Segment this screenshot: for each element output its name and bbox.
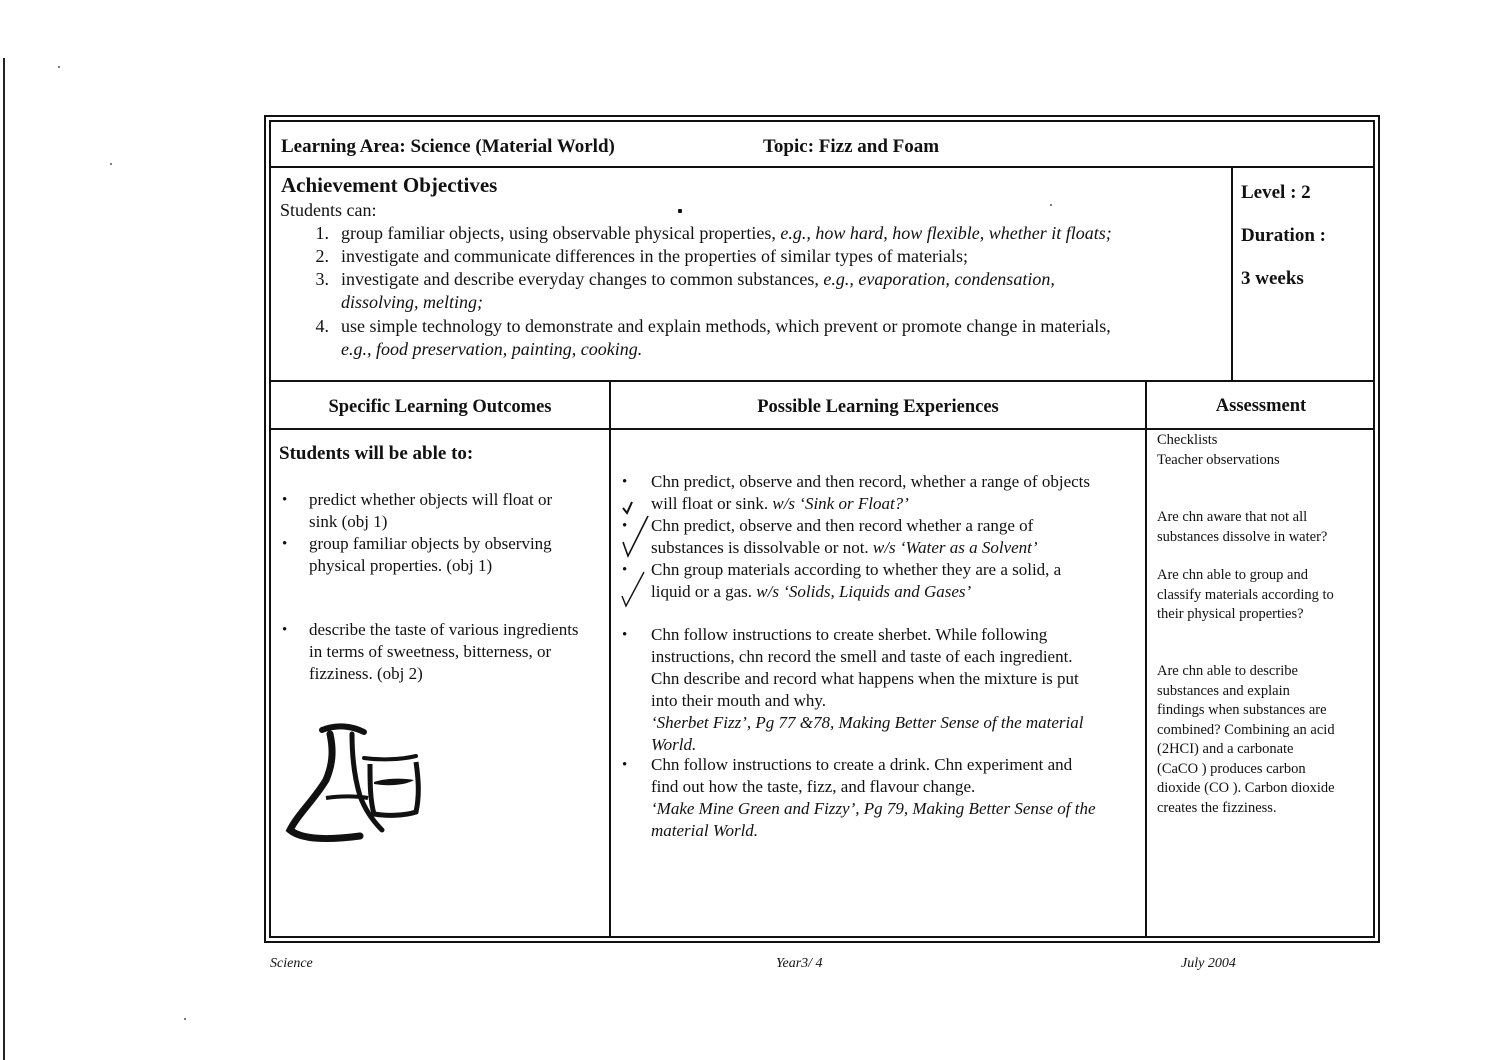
experience-line: will float or sink. w/s ‘Sink or Float?’ xyxy=(651,494,909,513)
outcomes-intro: Students will be able to: xyxy=(279,443,474,464)
duration-label: Duration : xyxy=(1241,225,1326,246)
column-header-experiences: Possible Learning Experiences xyxy=(757,397,999,417)
level-label: Level : 2 xyxy=(1241,182,1311,203)
worksheet-reference: w/s ‘Water as a Solvent’ xyxy=(872,538,1038,557)
objective-number: 3. xyxy=(315,269,329,289)
outcomes-column-divider xyxy=(609,380,611,938)
assessment-methods xyxy=(1157,431,1372,470)
scan-edge-line xyxy=(3,58,5,1060)
objective-eg: e.g., xyxy=(823,269,859,289)
assessment-column-divider xyxy=(1145,380,1147,938)
outcome-line: predict whether objects will float or xyxy=(309,490,553,509)
scan-speck xyxy=(184,1018,186,1020)
footer-subject: Science xyxy=(270,956,313,971)
level-column-divider xyxy=(1231,166,1233,382)
worksheet-reference: w/s ‘Solids, Liquids and Gases’ xyxy=(756,582,972,601)
outcome-line: in terms of sweetness, bitterness, or xyxy=(309,642,552,661)
objective-number: 1. xyxy=(315,223,329,243)
objective-continuation: e.g., food preservation, painting, cooking. xyxy=(341,339,643,359)
students-can-label: Students can: xyxy=(280,200,377,220)
experience-line: Chn predict, observe and then record, whether a range of objects xyxy=(651,472,1090,491)
header-divider xyxy=(269,166,1375,168)
column-header-assessment: Assessment xyxy=(1215,396,1307,416)
outcome-line: describe the taste of various ingredients xyxy=(309,620,579,639)
handwritten-checkmark-icon xyxy=(618,570,652,610)
objective-number: 4. xyxy=(315,316,329,336)
assessment-method: Teacher observations xyxy=(1157,451,1280,468)
experience-line: instructions, chn record the smell and taste of each ingredient. xyxy=(651,647,1073,666)
experience-line: Chn follow instructions to create sherbet. While following xyxy=(651,625,1048,644)
achievement-objectives-heading: Achievement Objectives xyxy=(281,173,498,197)
assessment-question: Are chn able to describe substances and explain findings when substances are combined? Combining an acid (2HCI) and a carbonate (CaCO ) produces carbon dioxide (CO ). Carbon dioxide creates the fizziness. xyxy=(1157,663,1335,816)
handwritten-checkmark-icon xyxy=(620,514,654,558)
topic-title: Topic: Fizz and Foam xyxy=(763,136,940,157)
lab-flask-and-beaker-icon xyxy=(282,718,432,848)
experience-line: Chn follow instructions to create a drink. Chn experiment and xyxy=(651,755,1073,774)
column-header-divider xyxy=(269,428,1375,430)
experience-line: substances is dissolvable or not. w/s ‘Water as a Solvent’ xyxy=(651,538,1038,557)
book-reference: ‘Sherbet Fizz’, Pg 77 &78, Making Better Sense of the material xyxy=(651,713,1084,732)
experience-line: find out how the taste, fizz, and flavour change. xyxy=(651,777,976,796)
worksheet-reference: w/s ‘Sink or Float?’ xyxy=(772,494,909,513)
objective-number: 2. xyxy=(315,246,329,266)
duration-value: 3 weeks xyxy=(1241,268,1304,289)
experience-line: Chn describe and record what happens when the mixture is put xyxy=(651,669,1079,688)
experience-line: into their mouth and why. xyxy=(651,691,827,710)
footer-date: July 2004 xyxy=(1181,956,1236,971)
objective-text: group familiar objects, using observable physical properties, xyxy=(341,223,781,243)
book-reference: World. xyxy=(651,735,697,754)
outcome-line: physical properties. (obj 1) xyxy=(309,556,493,575)
learning-area-title: Learning Area: Science (Material World) xyxy=(281,136,615,157)
assessment-question: Are chn able to group and classify materials according to their physical properties? xyxy=(1157,567,1334,622)
outcome-line: sink (obj 1) xyxy=(309,512,388,531)
objective-text: use simple technology to demonstrate and explain methods, which prevent or promote change in materials, xyxy=(341,316,1111,336)
objective-eg: e.g., xyxy=(780,223,816,243)
book-reference: ‘Make Mine Green and Fizzy’, Pg 79, Making Better Sense of the xyxy=(651,799,1096,818)
assessment-question: Are chn aware that not all substances dissolve in water? xyxy=(1157,509,1328,545)
handwritten-checkmark-icon xyxy=(620,494,640,516)
scan-speck xyxy=(110,163,112,165)
scan-speck xyxy=(58,66,60,68)
outcome-line: fizziness. (obj 2) xyxy=(309,664,423,683)
objective-examples: how hard, how flexible, whether it floats; xyxy=(815,223,1112,243)
objective-text: investigate and describe everyday changes to common substances, xyxy=(341,269,824,289)
book-reference: material World. xyxy=(651,821,759,840)
experience-line: Chn predict, observe and then record whether a range of xyxy=(651,516,1034,535)
assessment-method: Checklists xyxy=(1157,432,1218,448)
objectives-divider xyxy=(269,380,1375,382)
experience-line: liquid or a gas. w/s ‘Solids, Liquids and Gases’ xyxy=(651,582,972,601)
experience-line: Chn group materials according to whether they are a solid, a xyxy=(651,560,1062,579)
outcome-line: group familiar objects by observing xyxy=(309,534,552,553)
objective-examples: evaporation, condensation, xyxy=(858,269,1055,289)
objective-continuation: dissolving, melting; xyxy=(341,292,483,312)
objective-text: investigate and communicate differences in the properties of similar types of materials; xyxy=(341,246,968,266)
column-header-outcomes: Specific Learning Outcomes xyxy=(328,397,552,417)
footer-year: Year3/ 4 xyxy=(776,956,823,971)
